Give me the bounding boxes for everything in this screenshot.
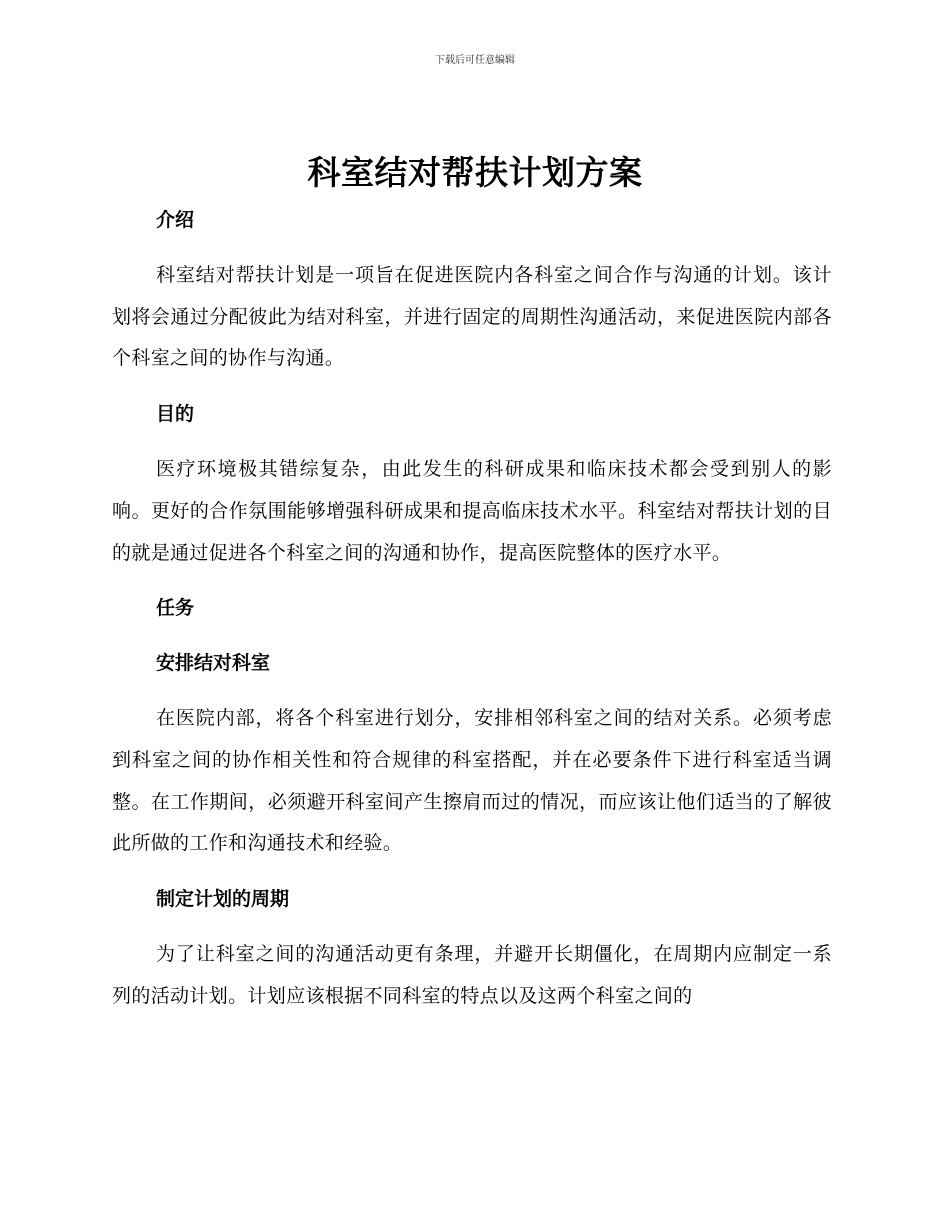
paragraph-intro: 科室结对帮扶计划是一项旨在促进医院内各科室之间合作与沟通的计划。该计划将会通过分配彼此为结对科室，并进行固定的周期性沟通活动，来促进医院内部各个科室之间的协作与沟通。 [112, 264, 832, 370]
document-body [112, 200, 832, 1017]
section-heading-tasks: 任务 [156, 597, 195, 620]
section-heading-intro: 介绍 [156, 209, 195, 231]
section-heading-purpose: 目的 [156, 403, 195, 426]
section-heading-cycle: 制定计划的周期 [156, 888, 290, 911]
page-header-note: 下载后可任意编辑 [435, 55, 515, 66]
section-heading-pairing: 安排结对科室 [156, 652, 271, 675]
paragraph-purpose: 医疗环境极其错综复杂，由此发生的科研成果和临床技术都会受到别人的影响。更好的合作氛围能够增强科研成果和提高临床技术水平。科室结对帮扶计划的目的就是通过促进各个科室之间的沟通和协作，提高医院整体的医疗水平。 [112, 458, 832, 564]
paragraph-pairing: 在医院内部，将各个科室进行划分，安排相邻科室之间的结对关系。必须考虑到科室之间的协作相关性和符合规律的科室搭配，并在必要条件下进行科室适当调整。在工作期间，必须避开科室间产生擦肩而过的情况，而应该让他们适当的了解彼此所做的工作和沟通技术和经验。 [112, 707, 832, 855]
paragraph-cycle: 为了让科室之间的沟通活动更有条理，并避开长期僵化，在周期内应制定一系列的活动计划。计划应该根据不同科室的特点以及这两个科室之间的 [112, 943, 832, 1007]
document-title: 科室结对帮扶计划方案 [307, 153, 643, 192]
